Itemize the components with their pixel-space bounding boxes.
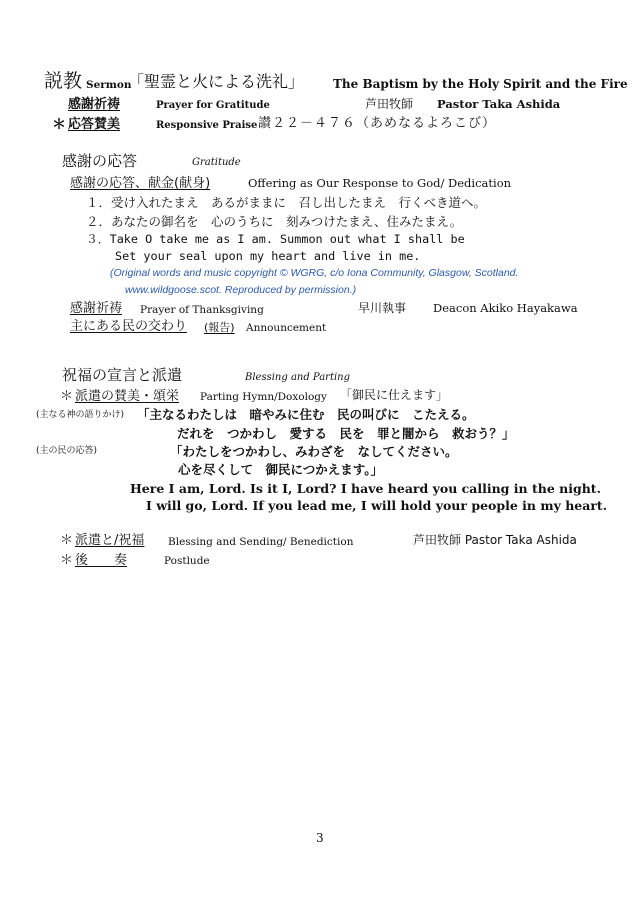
gratitude-jp-heading: 感謝の応答	[62, 152, 138, 170]
postlude-en: Postlude	[164, 555, 210, 567]
sending-mark: ＊	[60, 533, 74, 548]
responsive-praise-hymn: 讃２２－４７６（あめなるよろこび）	[258, 116, 497, 131]
people-line-2: 心を尽くして 御民につかえます。」	[178, 462, 384, 477]
god-line-1: 「主なるわたしは 暗やみに住む 民の叫びに こたえる。	[137, 407, 475, 422]
sending-jp: 派遣と/祝福	[75, 533, 145, 548]
parting-hymn-en: Parting Hymn/Doxology	[200, 391, 327, 403]
sermon-jp-label: 説教	[44, 70, 83, 92]
announcement-en: Announcement	[246, 322, 327, 334]
sending-en: Blessing and Sending/ Benediction	[168, 536, 354, 548]
fellowship-jp: 主にある民の交わり	[70, 319, 188, 334]
prayer-gratitude-en: Prayer for Gratitude	[156, 100, 270, 111]
offering-line-2: ２．あなたの御名を 心のうちに 刻みつけたまえ、住みたまえ。	[86, 214, 463, 229]
copyright-line-2: www.wildgoose.scot. Reproduced by permission.)	[125, 284, 357, 296]
people-response-label: (主の民の応答)	[36, 446, 98, 456]
sermon-en-label: Sermon	[86, 79, 132, 91]
postlude-mark: ＊	[60, 553, 74, 568]
thanksgiving-leader-en: Deacon Akiko Hayakawa	[433, 301, 578, 315]
thanksgiving-en: Prayer of Thanksgiving	[140, 304, 264, 316]
thanksgiving-leader-jp: 早川執事	[358, 301, 407, 315]
prayer-gratitude-jp: 感謝祈祷	[68, 97, 121, 112]
offering-en: Offering as Our Response to God/ Dedication	[248, 176, 512, 190]
god-speaking-label: (主なる神の語りかけ)	[36, 410, 125, 420]
gratitude-en-heading: Gratitude	[192, 157, 241, 168]
sermon-en-title: The Baptism by the Holy Spirit and the Fire	[333, 77, 628, 91]
blessing-en-heading: Blessing and Parting	[245, 372, 351, 383]
offering-line-4: Set your seal upon my heart and live in me.	[115, 249, 421, 263]
responsive-praise-jp: 応答賛美	[68, 117, 121, 132]
report-jp: (報告)	[204, 321, 235, 334]
offering-line-3: ３．Take O take me as I am. Summon out what I shall be	[86, 232, 465, 246]
prayer-gratitude-leader-jp: 芦田牧師	[365, 97, 414, 111]
parting-hymn-title: 「御民に仕えます」	[340, 388, 449, 402]
offering-jp: 感謝の応答、献金(献身)	[70, 176, 211, 191]
parting-hymn-mark: ＊	[60, 389, 74, 404]
responsive-praise-mark: ＊	[52, 117, 66, 133]
prayer-gratitude-leader-en: Pastor Taka Ashida	[437, 97, 561, 111]
sermon-jp-title: 「聖霊と火による洗礼」	[128, 72, 305, 91]
responsive-praise-en: Responsive Praise	[156, 120, 258, 131]
people-line-1: 「わたしをつかわし、みわざを なしてください。	[170, 444, 458, 459]
god-line-2: だれを つかわし 愛する 民を 罪と闇から 救おう？」	[177, 426, 515, 441]
thanksgiving-jp: 感謝祈祷	[70, 301, 123, 316]
hymn-en-line-2: I will go, Lord. If you lead me, I will hold your people in my heart.	[146, 498, 608, 513]
sending-leader: 芦田牧師 Pastor Taka Ashida	[413, 533, 577, 547]
copyright-line-1: (Original words and music copyright © WGRG, c/o Iona Community, Glasgow, Scotland.	[110, 267, 519, 279]
blessing-jp-heading: 祝福の宣言と派遣	[62, 366, 183, 384]
page-number: 3	[316, 831, 324, 845]
offering-line-1: １．受け入れたまえ あるがままに 召し出したまえ 行くべき道へ。	[86, 195, 487, 210]
parting-hymn-jp: 派遣の賛美・頌栄	[75, 389, 180, 404]
postlude-jp: 後 奏	[75, 553, 128, 568]
hymn-en-line-1: Here I am, Lord. Is it I, Lord? I have heard you calling in the night.	[130, 481, 601, 496]
